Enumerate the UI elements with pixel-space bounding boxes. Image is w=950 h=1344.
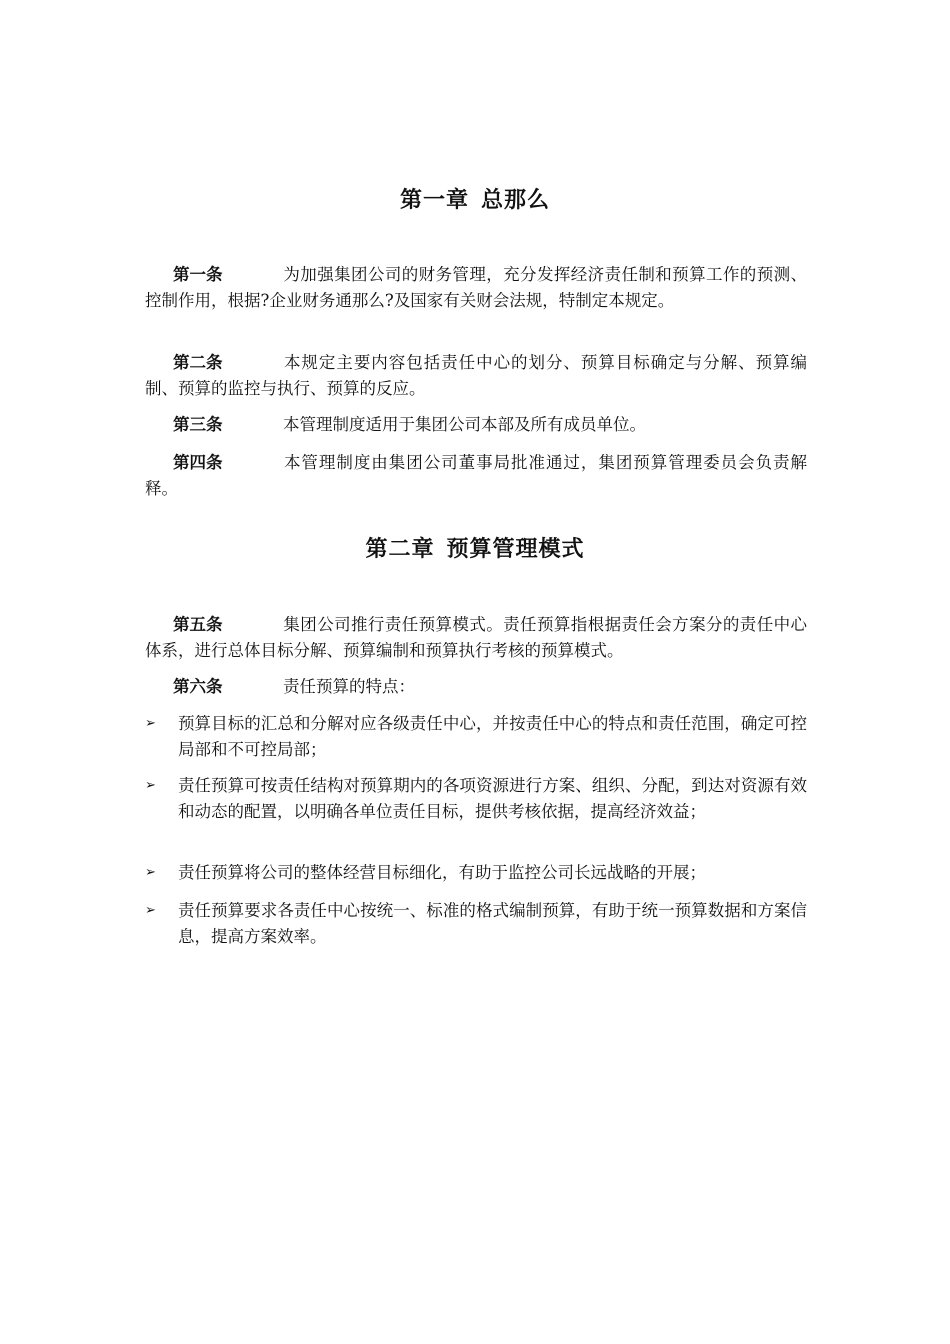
article-5 <box>145 612 807 664</box>
article-1-text: 为加强集团公司的财务管理，充分发挥经济责任制和预算工作的预测、控制作用，根据?企业财务通那么?及国家有关财会法规，特制定本规定。 <box>145 265 807 310</box>
article-3-label: 第三条 <box>173 415 223 434</box>
article-4-label: 第四条 <box>173 453 223 472</box>
article-4 <box>145 450 807 502</box>
article-2-label: 第二条 <box>173 353 223 372</box>
chapter-1-title: 总那么 <box>481 188 551 213</box>
arrow-bullet-icon: ➢ <box>145 778 156 793</box>
chapter-2-heading <box>0 532 950 563</box>
list-item-text: 预算目标的汇总和分解对应各级责任中心，并按责任中心的特点和责任范围，确定可控局部和不可控局部； <box>178 714 807 759</box>
list-item <box>145 898 807 950</box>
chapter-2-title: 预算管理模式 <box>446 537 585 562</box>
article-5-text: 集团公司推行责任预算模式。责任预算指根据责任会方案分的责任中心体系，进行总体目标分解、预算编制和预算执行考核的预算模式。 <box>145 615 807 660</box>
list-item-text: 责任预算可按责任结构对预算期内的各项资源进行方案、组织、分配，到达对资源有效和动态的配置，以明确各单位责任目标，提供考核依据，提高经济效益； <box>178 776 807 821</box>
article-3 <box>145 412 807 438</box>
list-item-text: 责任预算将公司的整体经营目标细化，有助于监控公司长远战略的开展； <box>178 863 706 882</box>
arrow-bullet-icon: ➢ <box>145 903 156 918</box>
chapter-1-label: 第一章 <box>399 188 469 213</box>
article-6-label: 第六条 <box>173 677 223 696</box>
article-1 <box>145 262 807 314</box>
article-6-text: 责任预算的特点： <box>283 677 415 696</box>
article-2-text: 本规定主要内容包括责任中心的划分、预算目标确定与分解、预算编制、预算的监控与执行、预算的反应。 <box>145 353 807 398</box>
arrow-bullet-icon: ➢ <box>145 716 156 731</box>
chapter-2-label: 第二章 <box>365 537 435 562</box>
chapter-1-heading <box>0 183 950 214</box>
article-3-text: 本管理制度适用于集团公司本部及所有成员单位。 <box>283 415 646 434</box>
list-item <box>145 773 807 825</box>
list-item <box>145 711 807 763</box>
article-5-label: 第五条 <box>173 615 223 634</box>
article-6 <box>145 674 807 700</box>
article-1-label: 第一条 <box>173 265 223 284</box>
list-item-text: 责任预算要求各责任中心按统一、标准的格式编制预算，有助于统一预算数据和方案信息，提高方案效率。 <box>178 901 807 946</box>
list-item <box>145 860 807 886</box>
arrow-bullet-icon: ➢ <box>145 865 156 880</box>
article-2 <box>145 350 807 402</box>
article-4-text: 本管理制度由集团公司董事局批准通过，集团预算管理委员会负责解释。 <box>145 453 807 498</box>
